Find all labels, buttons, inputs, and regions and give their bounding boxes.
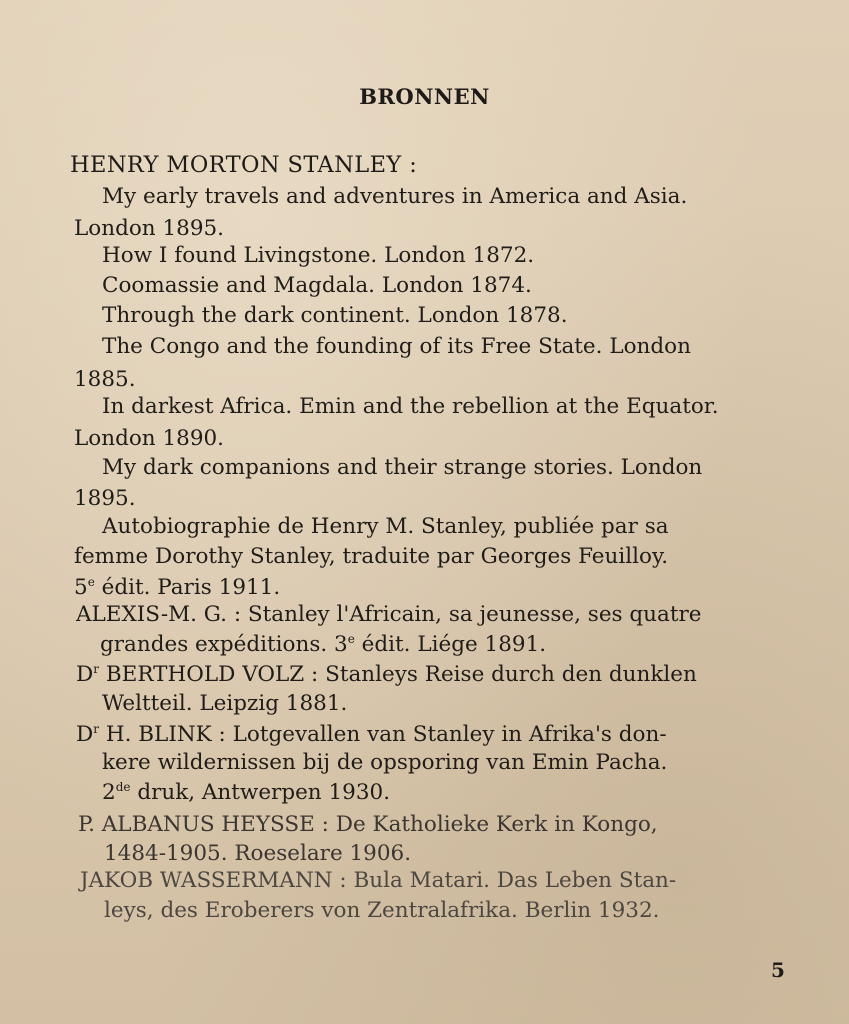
- reference-line: 1895.: [74, 486, 136, 511]
- reference-line: London 1895.: [74, 216, 225, 241]
- reference-line: 1484-1905. Roeselare 1906.: [104, 841, 412, 866]
- reference-line: JAKOB WASSERMANN : Bula Matari. Das Leben Stan-: [80, 868, 677, 893]
- reference-line: 2de druk, Antwerpen 1930.: [102, 780, 391, 805]
- reference-line: My dark companions and their strange stories. London: [102, 455, 703, 480]
- reference-line: The Congo and the founding of its Free State. London: [102, 334, 691, 359]
- reference-line: Weltteil. Leipzig 1881.: [102, 691, 348, 716]
- reference-line: grandes expéditions. 3e édit. Liége 1891.: [100, 632, 547, 657]
- reference-line: femme Dorothy Stanley, traduite par Georges Feuilloy.: [74, 544, 669, 569]
- reference-line: 1885.: [74, 367, 136, 392]
- reference-line: In darkest Africa. Emin and the rebellion at the Equator.: [102, 394, 719, 419]
- author-heading: HENRY MORTON STANLEY :: [70, 152, 418, 178]
- reference-line: $D^r$ BERTHOLD VOLZ : Stanleys Reise durch den dunklen: [76, 662, 697, 687]
- page-number: 5: [771, 958, 785, 982]
- reference-line: 5e édit. Paris 1911.: [74, 575, 281, 600]
- reference-line: Through the dark continent. London 1878.: [102, 303, 568, 328]
- page-title: BRONNEN: [359, 84, 490, 109]
- reference-line: Coomassie and Magdala. London 1874.: [102, 273, 532, 298]
- reference-line: London 1890.: [74, 426, 225, 451]
- reference-line: kere wildernissen bij de opsporing van Emin Pacha.: [102, 750, 668, 775]
- reference-line: Autobiographie de Henry M. Stanley, publiée par sa: [102, 514, 669, 539]
- reference-line: How I found Livingstone. London 1872.: [102, 243, 535, 268]
- reference-line: leys, des Eroberers von Zentralafrika. Berlin 1932.: [104, 898, 660, 923]
- reference-line: P. ALBANUS HEYSSE : De Katholieke Kerk in Kongo,: [78, 812, 658, 837]
- reference-line: ALEXIS-M. G. : Stanley l'Africain, sa jeunesse, ses quatre: [76, 602, 702, 627]
- reference-line: My early travels and adventures in America and Asia.: [102, 184, 688, 209]
- reference-line: $D^r$ H. BLINK : Lotgevallen van Stanley in Afrika's don-: [76, 722, 667, 747]
